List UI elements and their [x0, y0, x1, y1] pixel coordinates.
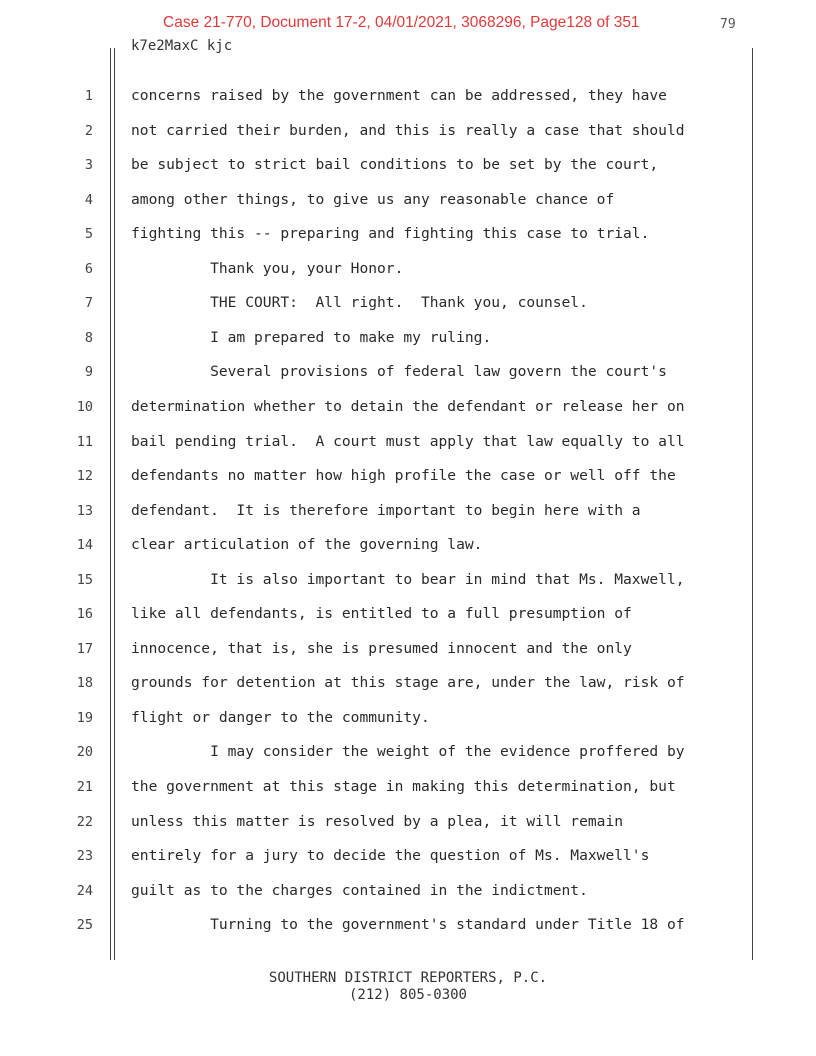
line-number: 3: [84, 157, 93, 174]
footer-phone: (212) 805-0300: [348, 987, 467, 1003]
line-number: 21: [76, 779, 93, 795]
transcript-line: defendants no matter how high profile the case or well off the: [131, 467, 676, 485]
transcript-line: bail pending trial. A court must apply that law equally to all: [131, 432, 685, 450]
transcript-line: fighting this -- preparing and fighting this case to trial.: [131, 225, 650, 243]
transcript-line: flight or danger to the community.: [131, 708, 430, 726]
transcript-line: among other things, to give us any reasonable chance of: [131, 190, 615, 208]
transcript-line: defendant. It is therefore important to begin here with a: [131, 501, 641, 519]
line-number: 1: [84, 88, 93, 104]
line-number: 23: [76, 848, 93, 865]
transcript-line: guilt as to the charges contained in the indictment.: [131, 881, 588, 899]
transcript-line: determination whether to detain the defendant or release her on: [131, 397, 685, 415]
line-number: 20: [76, 744, 93, 761]
transcript-line: concerns raised by the government can be addressed, they have: [131, 87, 667, 104]
line-number: 4: [84, 191, 93, 208]
line-number: 8: [84, 329, 93, 346]
left-margin-rule: [110, 48, 111, 960]
line-number: 13: [76, 502, 93, 519]
line-number: 17: [76, 640, 93, 657]
transcript-line: Several provisions of federal law govern the court's: [131, 363, 667, 381]
line-number: 24: [76, 882, 93, 899]
transcript-line: Turning to the government's standard under Title 18 of: [131, 916, 685, 934]
transcript-line: It is also important to bear in mind that Ms. Maxwell,: [131, 570, 685, 588]
transcript-line: I may consider the weight of the evidence proffered by: [131, 743, 685, 761]
line-number: 5: [84, 226, 93, 243]
right-margin-rule: [752, 48, 753, 960]
transcript-line: innocence, that is, she is presumed innocent and the only: [131, 639, 632, 657]
transcript-line: clear articulation of the governing law.: [131, 536, 483, 554]
transcript-line: like all defendants, is entitled to a full presumption of: [131, 605, 632, 623]
line-number: 9: [84, 364, 93, 381]
transcript-line: THE COURT: All right. Thank you, counsel.: [131, 294, 588, 312]
transcript-line: be subject to strict bail conditions to be set by the court,: [131, 156, 659, 174]
line-number: 22: [76, 813, 93, 830]
docket-code: k7e2MaxC kjc: [131, 38, 233, 54]
case-header-stamp: Case 21-770, Document 17-2, 04/01/2021, 3068296, Page128 of 351: [163, 14, 640, 31]
page-number: 79: [720, 17, 736, 32]
left-margin-rule: [114, 48, 115, 960]
transcript-line: unless this matter is resolved by a plea, it will remain: [131, 812, 624, 830]
line-number: 16: [76, 606, 93, 623]
transcript-line: entirely for a jury to decide the question of Ms. Maxwell's: [131, 847, 650, 865]
line-number: 18: [76, 675, 93, 692]
transcript-line: I am prepared to make my ruling.: [131, 328, 492, 346]
line-number: 19: [76, 709, 93, 726]
line-number: 10: [76, 398, 93, 415]
line-number: 15: [76, 571, 93, 588]
line-number: 14: [76, 537, 93, 554]
transcript-line: the government at this stage in making this determination, but: [131, 778, 676, 795]
line-number: 11: [76, 433, 93, 450]
line-number: 12: [76, 468, 93, 485]
line-number: 7: [84, 295, 93, 312]
line-number: 25: [76, 917, 93, 934]
transcript-line: not carried their burden, and this is really a case that should: [131, 121, 685, 139]
line-number: 2: [84, 122, 93, 139]
line-number: 6: [84, 260, 93, 277]
transcript-line: grounds for detention at this stage are, under the law, risk of: [131, 674, 685, 692]
footer-reporter: SOUTHERN DISTRICT REPORTERS, P.C.: [268, 970, 548, 986]
transcript-line: Thank you, your Honor.: [131, 259, 404, 277]
